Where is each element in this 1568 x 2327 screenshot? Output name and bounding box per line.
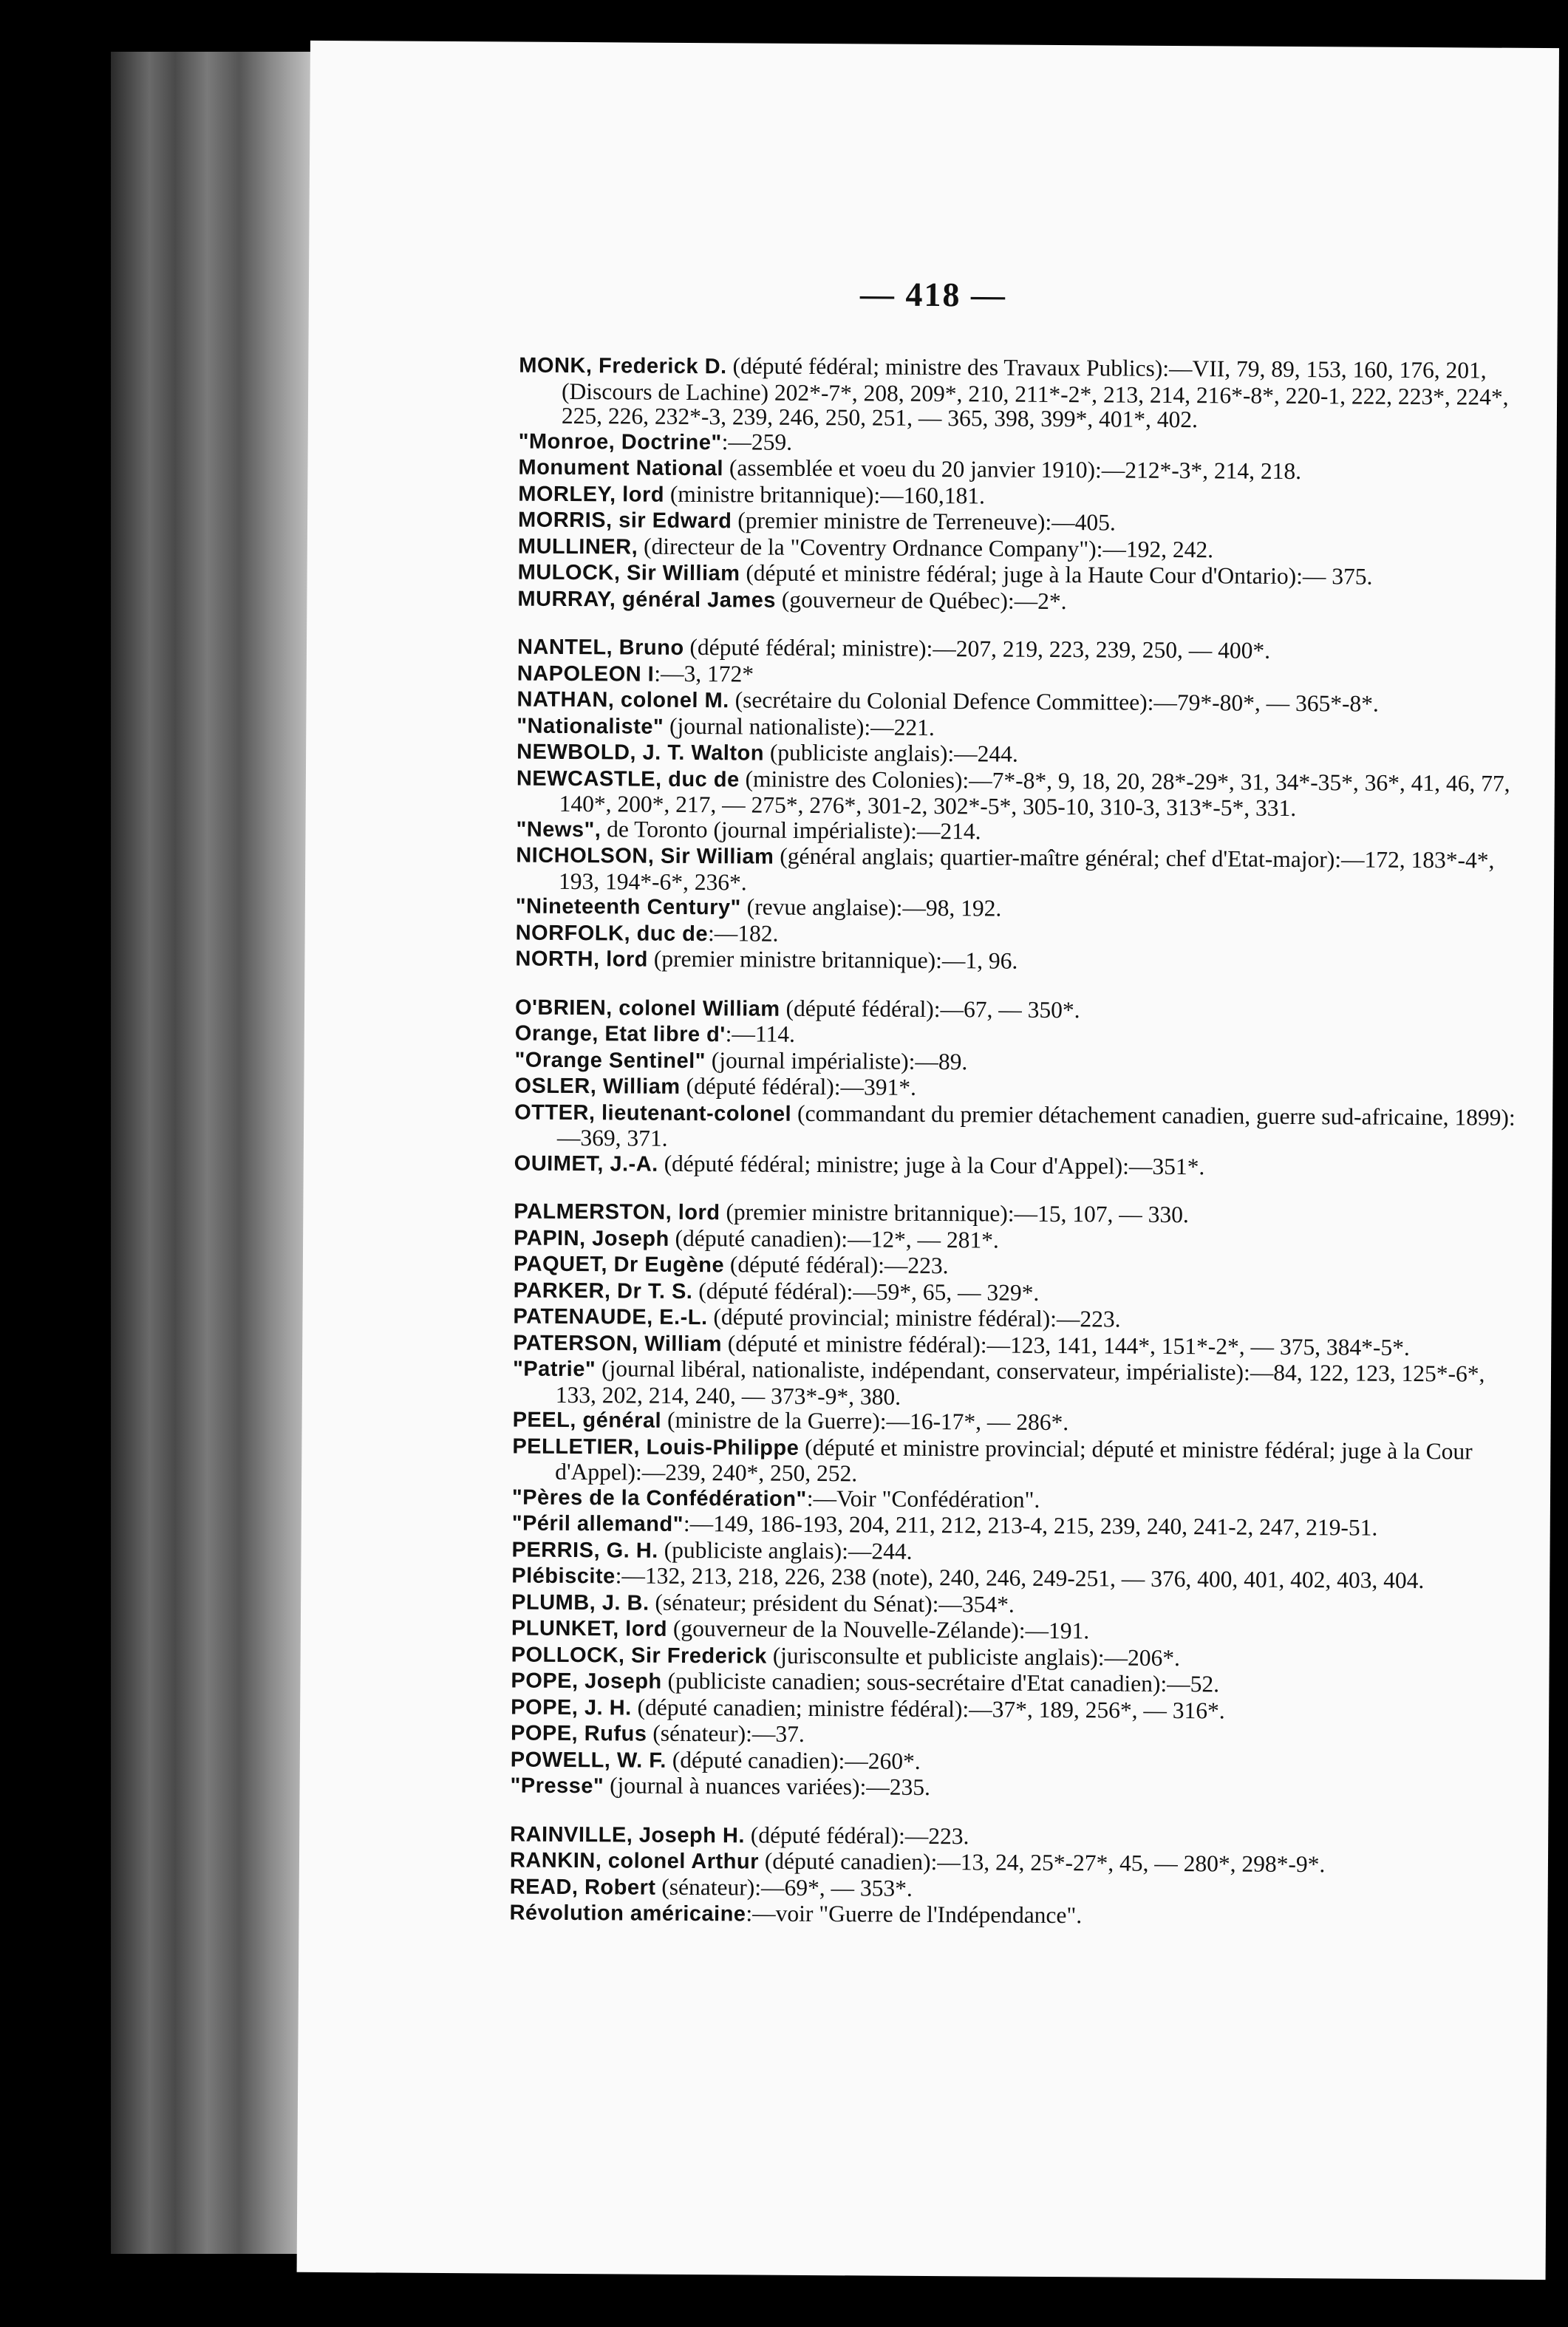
entry-heading: MURRAY, général James: [517, 587, 777, 613]
page-number: — 418 —: [859, 275, 1007, 314]
entry-references: :—114.: [725, 1021, 796, 1047]
entry-references: (député fédéral; ministre):—207, 219, 223, 239, 250, — 400*.: [684, 633, 1271, 664]
entry-references: :—182.: [707, 919, 779, 947]
entry-heading: PALMERSTON, lord: [514, 1199, 720, 1225]
entry-heading: POPE, Joseph: [511, 1669, 662, 1694]
entry-references: (publiciste anglais):—244.: [763, 739, 1018, 767]
index-entry: [519, 352, 1532, 435]
entry-heading: MULOCK, Sir William: [517, 560, 740, 586]
entry-references: (secrétaire du Colonial Defence Committee):—79*-80*, — 365*-8*.: [729, 686, 1379, 717]
entry-references: :—voir "Guerre de l'Indépendance".: [746, 1900, 1083, 1929]
entry-references: (député fédéral):—223.: [744, 1821, 969, 1849]
entry-references: (jurisconsulte et publiciste anglais):—206*.: [766, 1642, 1181, 1671]
entry-references: (commandant du premier détachement canadien, guerre sud-africaine, 1899):—369, 371.: [556, 1100, 1516, 1151]
entry-heading: MONK, Frederick D.: [519, 353, 727, 379]
entry-references: (député et ministre provincial; député et ministre fédéral; juge à la Cour d'Appel):—239, 240*, 250, 252.: [555, 1434, 1473, 1487]
entry-heading: PATERSON, William: [513, 1331, 723, 1356]
entry-heading: "Nineteenth Century": [515, 894, 741, 920]
entry-heading: NATHAN, colonel M.: [517, 687, 729, 713]
entry-references: :—132, 213, 218, 226, 238 (note), 240, 246, 249-251, — 376, 400, 401, 402, 403, 404.: [615, 1562, 1425, 1594]
entry-heading: PELLETIER, Louis-Philippe: [512, 1434, 800, 1460]
entry-references: :—3, 172*: [654, 660, 754, 687]
entry-heading: Révolution américaine: [509, 1901, 746, 1926]
entry-references: (journal à nuances variées):—235.: [604, 1772, 931, 1801]
entry-heading: NORFOLK, duc de: [515, 921, 709, 946]
entry-references: (député fédéral):—59*, 65, — 329*.: [692, 1277, 1040, 1306]
entry-heading: "Monroe, Doctrine": [518, 429, 722, 454]
entry-references: (député et ministre fédéral):—123, 141, 144*, 151*-2*, — 375, 384*-5*.: [721, 1329, 1410, 1360]
entry-references: (gouverneur de Québec):—2*.: [775, 586, 1067, 614]
entry-heading: OUIMET, J.-A.: [514, 1151, 658, 1176]
entry-references: (premier ministre de Terreneuve):—405.: [732, 507, 1116, 536]
index-entry: [516, 842, 1528, 899]
entry-references: (député canadien):—13, 24, 25*-27*, 45, — 280*, 298*-9*.: [758, 1847, 1326, 1878]
entry-references: (ministre des Colonies):—7*-8*, 9, 18, 20, 28*-29*, 31, 34*-35*, 36*, 41, 46, 77, 140*, 200*, 217, — 275*, 276*, 301-2, 302*-5*, 305-10, 310-3, 313*-5*, 331.: [559, 765, 1510, 822]
entry-heading: "Orange Sentinel": [514, 1048, 706, 1073]
entry-heading: POPE, J. H.: [511, 1695, 632, 1720]
entry-heading: O'BRIEN, colonel William: [514, 995, 780, 1021]
entry-heading: NEWBOLD, J. T. Walton: [517, 740, 765, 766]
entry-references: :—149, 186-193, 204, 211, 212, 213-4, 215, 239, 240, 241-2, 247, 219-51.: [683, 1510, 1378, 1541]
entry-heading: PATENAUDE, E.-L.: [513, 1304, 708, 1330]
index-entry: [512, 1433, 1524, 1490]
entry-references: (député provincial; ministre fédéral):—223.: [707, 1304, 1121, 1332]
book-binding: [111, 52, 325, 2254]
entry-references: (député fédéral):—67, — 350*.: [780, 995, 1080, 1023]
entry-references: (sénateur):—69*, — 353*.: [655, 1873, 913, 1901]
entry-heading: "News",: [516, 817, 601, 842]
entry-heading: MORRIS, sir Edward: [517, 508, 732, 534]
entry-references: (premier ministre britannique):—1, 96.: [647, 945, 1018, 974]
entry-heading: MORLEY, lord: [518, 482, 665, 507]
entry-references: (revue anglaise):—98, 192.: [740, 893, 1002, 921]
entry-heading: PARKER, Dr T. S.: [513, 1278, 693, 1304]
entry-references: (premier ministre britannique):—15, 107, — 330.: [720, 1199, 1189, 1228]
entry-heading: "Patrie": [512, 1357, 596, 1382]
entry-references: (ministre de la Guerre):—16-17*, — 286*.: [661, 1406, 1069, 1436]
entry-heading: PEEL, général: [512, 1408, 662, 1433]
entry-heading: "Presse": [510, 1774, 604, 1799]
entry-heading: "Pères de la Confédération": [511, 1485, 807, 1511]
entry-references: (député fédéral; ministre; juge à la Cour d'Appel):—351*.: [658, 1150, 1205, 1179]
entry-heading: "Nationaliste": [517, 714, 664, 739]
entry-references: (député fédéral; ministre des Travaux Publics):—VII, 79, 89, 153, 160, 176, 201, (Discours de Lachine) 202*-7*, 208, 209*, 210, 211*-2*, 213, 214, 216*-8*, 220-1, 222, 223*, 224*, 225, 226, 232*-3, 239, 246, 250, 251, — 365, 398, 399*, 401*, 402.: [561, 352, 1509, 433]
entry-references: (ministre britannique):—160,181.: [664, 480, 986, 508]
entry-heading: NICHOLSON, Sir William: [516, 843, 774, 869]
entry-heading: POLLOCK, Sir Frederick: [511, 1643, 767, 1669]
entry-heading: PERRIS, G. H.: [511, 1538, 658, 1563]
entry-heading: PAQUET, Dr Eugène: [513, 1252, 725, 1278]
entry-heading: PLUNKET, lord: [511, 1616, 668, 1641]
entry-heading: Orange, Etat libre d': [514, 1021, 726, 1047]
entry-heading: NORTH, lord: [515, 947, 649, 972]
entry-references: (général anglais; quartier-maître général; chef d'Etat-major):—172, 183*-4*, 193, 194*-6*, 236*.: [558, 842, 1495, 895]
index-entry: [513, 1356, 1525, 1413]
entry-heading: OSLER, William: [514, 1074, 681, 1099]
entry-references: (publiciste anglais):—244.: [658, 1536, 913, 1564]
entry-references: (député fédéral):—223.: [723, 1251, 949, 1279]
entry-references: :—259.: [721, 428, 793, 455]
entry-references: (sénateur; président du Sénat):—354*.: [649, 1589, 1015, 1618]
book-page: [297, 41, 1559, 2280]
entry-references: (gouverneur de la Nouvelle-Zélande):—191.: [667, 1615, 1090, 1644]
index-entry: [517, 765, 1529, 822]
entry-heading: OTTER, lieutenant-colonel: [514, 1100, 792, 1126]
entry-references: (journal impérialiste):—89.: [705, 1046, 968, 1074]
entry-heading: Plébiscite: [511, 1564, 616, 1589]
entry-references: :—Voir "Confédération".: [806, 1485, 1040, 1513]
entry-references: (député et ministre fédéral; juge à la Haute Cour d'Ontario):— 375.: [740, 559, 1373, 590]
entry-heading: POPE, Rufus: [510, 1721, 647, 1746]
entry-references: (député canadien):—12*, — 281*.: [669, 1224, 999, 1253]
entry-references: de Toronto (journal impérialiste):—214.: [601, 815, 981, 844]
entry-heading: READ, Robert: [509, 1875, 656, 1900]
entry-references: (député canadien; ministre fédéral):—37*, 189, 256*, — 316*.: [631, 1694, 1225, 1723]
entry-heading: RANKIN, colonel Arthur: [509, 1848, 760, 1874]
index-entry: [514, 1099, 1527, 1156]
entry-references: (directeur de la "Coventry Ordnance Company"):—192, 242.: [638, 533, 1214, 562]
index-entries: [509, 352, 1531, 1932]
entry-heading: PLUMB, J. B.: [511, 1590, 650, 1615]
entry-references: (député canadien):—260*.: [666, 1746, 921, 1774]
entry-references: (journal nationaliste):—221.: [664, 712, 935, 740]
entry-references: (journal libéral, nationaliste, indépendant, conservateur, impérialiste):—84, 122, 123, 125*-6*, 133, 202, 214, 240, — 373*-9*, 380.: [555, 1355, 1485, 1410]
entry-heading: Monument National: [518, 455, 724, 481]
entry-heading: "Péril allemand": [511, 1511, 684, 1536]
entry-heading: NANTEL, Bruno: [517, 635, 684, 660]
entry-references: (assemblée et voeu du 20 janvier 1910):—212*-3*, 214, 218.: [723, 454, 1302, 485]
entry-references: (député fédéral):—391*.: [680, 1072, 917, 1100]
index-entry: [509, 1900, 1521, 1932]
entry-heading: NEWCASTLE, duc de: [516, 766, 740, 791]
entry-references: (sénateur):—37.: [647, 1720, 805, 1747]
entry-heading: NAPOLEON I: [517, 661, 655, 686]
entry-heading: RAINVILLE, Joseph H.: [510, 1822, 746, 1847]
entry-heading: POWELL, W. F.: [510, 1748, 667, 1773]
entry-heading: PAPIN, Joseph: [514, 1226, 669, 1251]
entry-references: (publiciste canadien; sous-secrétaire d'Etat canadien):—52.: [661, 1667, 1220, 1697]
entry-heading: MULLINER,: [517, 534, 638, 559]
